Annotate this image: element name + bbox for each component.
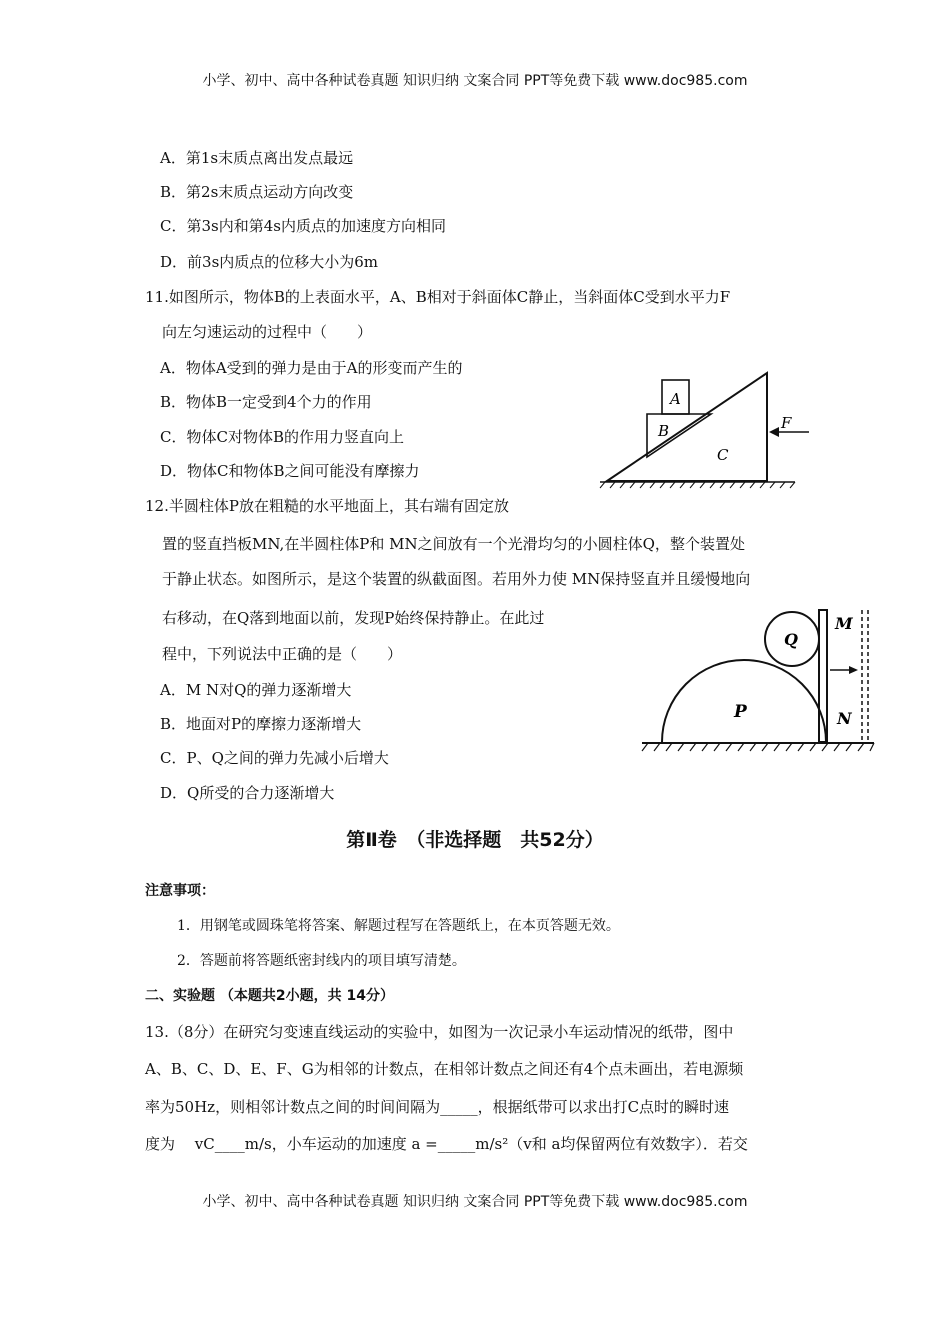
q11-label-a: A bbox=[670, 390, 681, 408]
q12-stem-line5: 程中，下列说法中正确的是（ ） bbox=[162, 645, 403, 663]
q11-stem-line2: 向左匀速运动的过程中（ ） bbox=[162, 323, 373, 341]
q11-label-b: B bbox=[658, 422, 670, 440]
part2-title: 第Ⅱ卷 （非选择题 共52分） bbox=[346, 829, 604, 851]
q11-option-a: A．物体A受到的弹力是由于A的形变而产生的 bbox=[160, 359, 463, 377]
q12-label-q: Q bbox=[784, 630, 798, 649]
q13-line1: 13.（8分）在研究匀变速直线运动的实验中，如图为一次记录小车运动情况的纸带，图中 bbox=[145, 1023, 734, 1041]
q12-label-n: N bbox=[837, 709, 852, 728]
q12-option-d: D．Q所受的合力逐渐增大 bbox=[160, 784, 335, 802]
q10-option-d: D．前3s内质点的位移大小为6m bbox=[160, 253, 379, 271]
notice-title: 注意事项： bbox=[145, 883, 215, 899]
q12-option-c: C．P、Q之间的弹力先减小后增大 bbox=[160, 749, 389, 767]
q12-label-m: M bbox=[835, 614, 853, 633]
q11-option-d: D．物体C和物体B之间可能没有摩擦力 bbox=[160, 462, 420, 480]
q11-option-b: B．物体B一定受到4个力的作用 bbox=[160, 393, 372, 411]
q12-stem-line2: 置的竖直挡板MN,在半圆柱体P和 MN之间放有一个光滑均匀的小圆柱体Q，整个装置处 bbox=[162, 535, 745, 553]
q11-option-c: C．物体C对物体B的作用力竖直向上 bbox=[160, 428, 404, 446]
notice-item-1: 1．用钢笔或圆珠笔将答案、解题过程写在答题纸上，在本页答题无效。 bbox=[177, 918, 620, 934]
q12-label-p: P bbox=[734, 702, 747, 722]
q11-label-f: F bbox=[781, 414, 792, 432]
q12-option-a: A．M N对Q的弹力逐渐增大 bbox=[160, 681, 352, 699]
q13-line4: 度为 vC____m/s，小车运动的加速度 a =_____m/s²（v和 a均保留两位有效数字）．若交 bbox=[145, 1135, 748, 1153]
q12-option-b: B．地面对P的摩擦力逐渐增大 bbox=[160, 715, 362, 733]
q12-stem-line3: 于静止状态。如图所示，是这个装置的纵截面图。若用外力使 MN保持竖直并且缓慢地向 bbox=[162, 570, 751, 588]
q12-stem-line1: 12.半圆柱体P放在粗糙的水平地面上，其右端有固定放 bbox=[145, 497, 509, 515]
q10-option-b: B．第2s末质点运动方向改变 bbox=[160, 183, 354, 201]
q11-stem-line1: 11.如图所示，物体B的上表面水平，A、B相对于斜面体C静止，当斜面体C受到水平力F bbox=[145, 288, 731, 306]
q12-cylinder-figure bbox=[638, 606, 878, 758]
page-header: 小学、初中、高中各种试卷真题 知识归纳 文案合同 PPT等免费下载 www.doc985.com bbox=[202, 73, 748, 89]
q10-option-a: A．第1s末质点离出发点最远 bbox=[160, 149, 354, 167]
notice-item-2: 2．答题前将答题纸密封线内的项目填写清楚。 bbox=[177, 953, 466, 969]
q10-option-c: C．第3s内和第4s内质点的加速度方向相同 bbox=[160, 217, 446, 235]
q13-line2: A、B、C、D、E、F、G为相邻的计数点，在相邻计数点之间还有4个点未画出，若电源频 bbox=[145, 1060, 744, 1078]
q13-line3: 率为50Hz，则相邻计数点之间的时间间隔为_____，根据纸带可以求出打C点时的瞬时速 bbox=[145, 1098, 730, 1116]
page-footer: 小学、初中、高中各种试卷真题 知识归纳 文案合同 PPT等免费下载 www.doc985.com bbox=[202, 1194, 748, 1210]
q11-incline-figure bbox=[595, 368, 825, 494]
q12-stem-line4: 右移动，在Q落到地面以前，发现P始终保持静止。在此过 bbox=[162, 609, 545, 627]
section-title: 二、实验题 （本题共2小题，共 14分） bbox=[145, 988, 394, 1004]
q11-label-c: C bbox=[717, 446, 729, 464]
